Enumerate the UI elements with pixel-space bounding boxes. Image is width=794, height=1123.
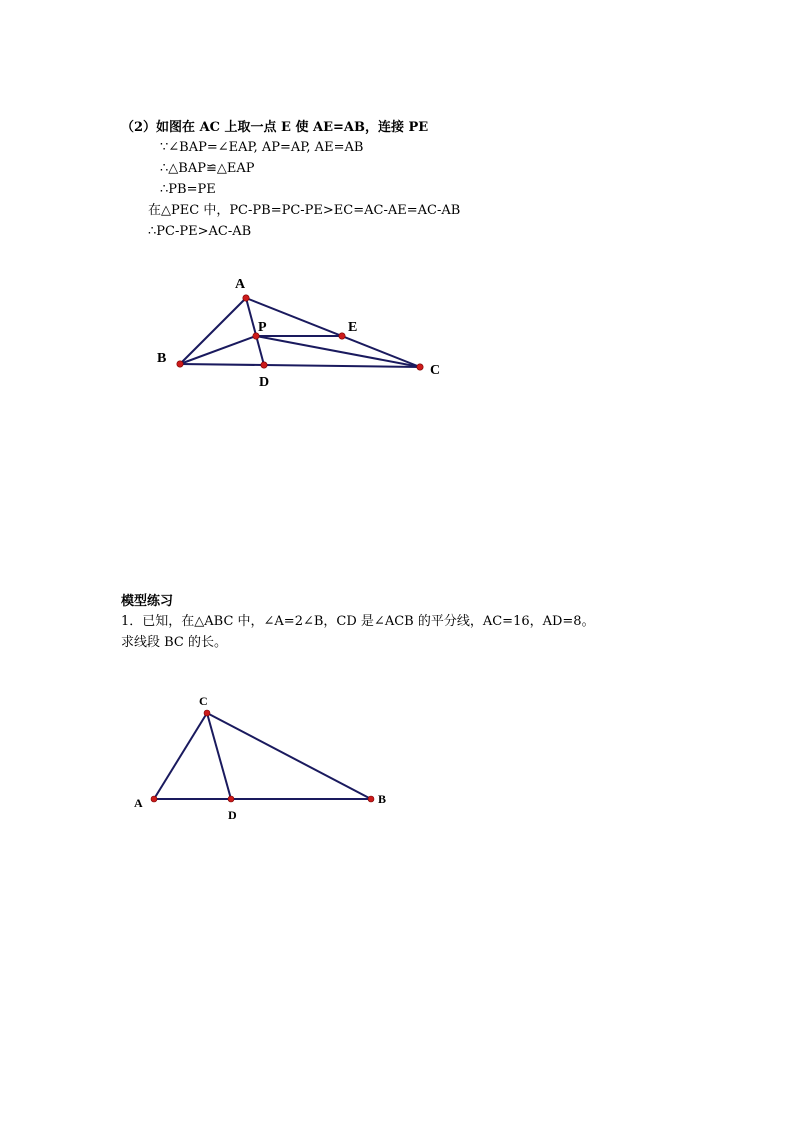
point-a: [243, 295, 249, 301]
label-c: C: [430, 363, 441, 378]
segment-cd: [207, 713, 231, 799]
segment-pc: [256, 336, 420, 367]
point-a: [151, 796, 157, 802]
label-a: A: [134, 796, 143, 810]
point-c: [204, 710, 210, 716]
segment-ab: [180, 298, 246, 364]
point-d: [261, 362, 267, 368]
label-b: B: [157, 351, 167, 366]
segment-ac: [246, 298, 420, 367]
label-a: A: [235, 277, 246, 292]
label-e: E: [348, 320, 358, 335]
point-b: [368, 796, 374, 802]
segment-cb: [207, 713, 371, 799]
label-d: D: [259, 375, 270, 390]
section-heading: 模型练习: [121, 594, 174, 609]
point-d: [228, 796, 234, 802]
point-c: [417, 364, 423, 370]
segment-bp: [180, 336, 256, 364]
problem-line-1: 1．已知，在△ABC 中，∠A=2∠B，CD 是∠ACB 的平分线，AC=16，AD=8。: [121, 614, 595, 629]
label-d: D: [228, 808, 237, 822]
point-b: [177, 361, 183, 367]
proof-line-2: ∵∠BAP=∠EAP, AP=AP, AE=AB: [160, 140, 364, 155]
segment-bc: [180, 364, 420, 367]
problem-line-2: 求线段 BC 的长。: [121, 635, 228, 650]
point-e: [339, 333, 345, 339]
label-b: B: [378, 792, 387, 806]
proof-line-1: （2）如图在 AC 上取一点 E 使 AE=AB，连接 PE: [121, 120, 429, 135]
proof-line-4: ∴PB=PE: [160, 182, 216, 197]
label-p: P: [258, 320, 267, 335]
figure-2-triangle: [0, 660, 794, 860]
label-c: C: [199, 694, 208, 708]
segment-ac: [154, 713, 207, 799]
proof-line-5: 在△PEC 中，PC-PB=PC-PE>EC=AC-AE=AC-AB: [148, 203, 461, 218]
proof-line-3: ∴△BAP≌△EAP: [160, 161, 255, 176]
figure-1-triangle: [0, 0, 794, 420]
proof-line-6: ∴PC-PE>AC-AB: [148, 224, 252, 239]
